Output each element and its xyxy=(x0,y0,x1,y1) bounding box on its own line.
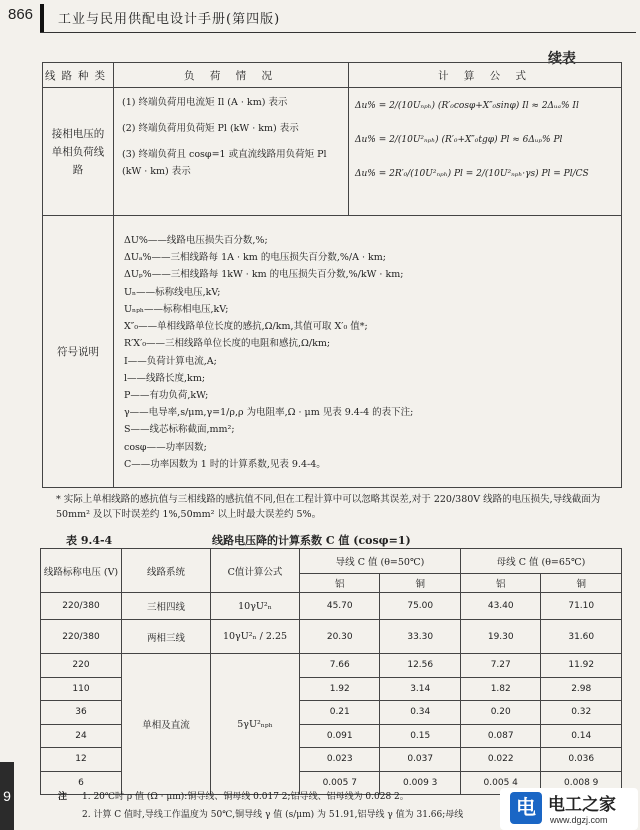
cell-voltage: 6 xyxy=(41,771,122,795)
symbol-item: cosφ——功率因数; xyxy=(124,441,207,453)
cell-wire-al: 0.21 xyxy=(300,701,380,725)
formula: Δu% = 2R′₀/(10U²ₙₚₕ) Pl = 2/(10U²ₙₚₕ·γs) Pl = Pl/CS xyxy=(355,169,589,179)
table-row xyxy=(41,593,622,620)
symbol-list xyxy=(114,216,622,488)
cell-bus-cu: 71.10 xyxy=(541,593,622,620)
cell-voltage: 220/380 xyxy=(41,593,122,620)
footnote: * 实际上单相线路的感抗值与三相线路的感抗值不同,但在工程计算中可以忽略其误差,对于 220/380V 线路的电压损失,导线截面为 50mm² 及以下时误差约 1%,50mm² 以上时最大误差约 5%。 xyxy=(56,494,601,520)
cell-bus-al: 1.82 xyxy=(460,677,540,701)
cell-bus-al: 0.005 4 xyxy=(460,771,540,795)
cell-bus-cu: 11.92 xyxy=(541,654,622,678)
cell-system: 单相及直流 xyxy=(122,654,211,795)
load-cases xyxy=(114,88,349,216)
cell-voltage: 36 xyxy=(41,701,122,725)
cell-bus-cu: 31.60 xyxy=(541,620,622,654)
symbol-label: 符号说明 xyxy=(43,216,114,488)
cell-formula: 10γU²ₙ / 2.25 xyxy=(211,620,300,654)
symbol-item: R′X′₀——三相线路单位长度的电阻和感抗,Ω/km; xyxy=(124,338,331,350)
header-formula: C值计算公式 xyxy=(211,549,300,593)
line-category xyxy=(43,88,114,216)
page-number: 866 xyxy=(8,6,34,23)
cell-system: 三相四线 xyxy=(122,593,211,620)
header-wire-cu: 铜 xyxy=(380,574,461,593)
cell-wire-al: 0.005 7 xyxy=(300,771,380,795)
cell-wire-al: 20.30 xyxy=(300,620,380,654)
cell-bus-cu: 0.14 xyxy=(541,724,622,748)
cell-wire-al: 0.023 xyxy=(300,748,380,772)
table-caption-id: 表 9.4-4 xyxy=(66,534,113,547)
symbol-item: l——线路长度,km; xyxy=(124,372,206,384)
cell-bus-cu: 2.98 xyxy=(541,677,622,701)
cell-wire-al: 45.70 xyxy=(300,593,380,620)
cell-bus-al: 0.20 xyxy=(460,701,540,725)
header-bus-group: 母线 C 值 (θ=65℃) xyxy=(460,549,621,574)
cell-system: 两相三线 xyxy=(122,620,211,654)
col-header-formula: 计 算 公 式 xyxy=(349,63,622,88)
header-bar xyxy=(40,4,44,32)
header-bus-al: 铝 xyxy=(460,574,540,593)
header-bus-cu: 铜 xyxy=(541,574,622,593)
cell-bus-al: 7.27 xyxy=(460,654,540,678)
header-wire-group: 导线 C 值 (θ=50℃) xyxy=(300,549,461,574)
cell-voltage: 24 xyxy=(41,724,122,748)
note-item: 1. 20℃时 ρ 值 (Ω · μm):铜导线、铜母线 0.017 2;铝导线、铝母线为 0.028 2。 xyxy=(82,792,409,802)
symbol-item: ΔUₐ%——三相线路每 1A · km 的电压损失百分数,%/A · km; xyxy=(124,252,386,264)
cell-wire-cu: 75.00 xyxy=(380,593,461,620)
cell-wire-al: 0.091 xyxy=(300,724,380,748)
table-row xyxy=(41,654,622,678)
formula: Δu% = 2/(10U²ₙₚₕ) (R′₀+X″₀tgφ) Pl ≈ 6Δᵤₚ% Pl xyxy=(355,135,563,145)
formulas xyxy=(349,88,622,216)
continued-label: 续表 xyxy=(548,51,576,67)
notes-label: 注 xyxy=(58,792,68,802)
load-case: (2) 终端负荷用负荷矩 Pl (kW · km) 表示 xyxy=(122,123,299,134)
symbol-item: P——有功负荷,kW; xyxy=(124,389,209,401)
cell-voltage: 220 xyxy=(41,654,122,678)
col-header-line-type: 线路种类 xyxy=(43,63,114,88)
cell-bus-al: 19.30 xyxy=(460,620,540,654)
symbol-item: ΔUₚ%——三相线路每 1kW · km 的电压损失百分数,%/kW · km; xyxy=(124,269,404,281)
cell-bus-cu: 0.32 xyxy=(541,701,622,725)
line-category-label: 接相电压的单相负荷线路 xyxy=(51,127,105,176)
symbol-item: X″₀——单相线路单位长度的感抗,Ω/km,其值可取 X′₀ 值*; xyxy=(124,321,368,333)
formula: Δu% = 2/(10Uₙₚₕ) (R′₀cosφ+X″₀sinφ) Il ≈ 2Δᵤₐ% Il xyxy=(355,101,579,111)
symbol-item: ΔU%——线路电压损失百分数,%; xyxy=(124,235,268,247)
chapter-tab: 9 xyxy=(0,762,14,830)
cell-bus-al: 0.087 xyxy=(460,724,540,748)
symbol-item: I——负荷计算电流,A; xyxy=(124,355,217,367)
header-wire-al: 铝 xyxy=(300,574,380,593)
c-value-table xyxy=(40,548,622,795)
symbol-item: Uₙₚₕ——标称相电压,kV; xyxy=(124,303,229,315)
book-title: 工业与民用供配电设计手册(第四版) xyxy=(58,12,281,27)
symbol-item: S——线芯标称截面,mm²; xyxy=(124,424,235,436)
cell-wire-cu: 0.037 xyxy=(380,748,461,772)
cell-wire-al: 7.66 xyxy=(300,654,380,678)
cell-wire-cu: 0.15 xyxy=(380,724,461,748)
header-voltage: 线路标称电压 (V) xyxy=(41,549,122,593)
cell-bus-al: 0.022 xyxy=(460,748,540,772)
symbol-item: Uₙ——标称线电压,kV; xyxy=(124,286,221,298)
cell-wire-cu: 0.009 3 xyxy=(380,771,461,795)
symbol-item: γ——电导率,s/μm,γ=1/ρ,ρ 为电阻率,Ω · μm 见表 9.4-4 的表下注; xyxy=(124,407,414,419)
cell-bus-cu: 0.036 xyxy=(541,748,622,772)
watermark-name: 电工之家 xyxy=(548,795,616,815)
col-header-load: 负 荷 情 况 xyxy=(114,63,349,88)
cell-voltage: 12 xyxy=(41,748,122,772)
cell-wire-cu: 12.56 xyxy=(380,654,461,678)
cell-voltage: 110 xyxy=(41,677,122,701)
cell-wire-cu: 0.34 xyxy=(380,701,461,725)
symbol-item: C——功率因数为 1 时的计算系数,见表 9.4-4。 xyxy=(124,458,326,470)
header-rule xyxy=(40,32,636,33)
cell-formula: 10γU²ₙ xyxy=(211,593,300,620)
cell-wire-cu: 3.14 xyxy=(380,677,461,701)
header-system: 线路系统 xyxy=(122,549,211,593)
lightning-logo-icon: 电 xyxy=(510,792,542,824)
watermark-url: www.dgzj.com xyxy=(550,815,608,825)
table-caption-title: 线路电压降的计算系数 C 值 (cosφ=1) xyxy=(212,534,411,547)
cell-bus-cu: 0.008 9 xyxy=(541,771,622,795)
table-row xyxy=(41,620,622,654)
cell-wire-al: 1.92 xyxy=(300,677,380,701)
cell-formula: 5γU²ₙₚₕ xyxy=(211,654,300,795)
load-case: (3) 终端负荷且 cosφ=1 或直流线路用负荷矩 Pl (kW · km) 表示 xyxy=(122,149,327,177)
note-item: 2. 计算 C 值时,导线工作温度为 50℃,铜导线 γ 值 (s/μm) 为 51.91,铝导线 γ 值为 31.66;母线 xyxy=(82,810,464,820)
cell-voltage: 220/380 xyxy=(41,620,122,654)
formula-table xyxy=(42,62,622,488)
cell-bus-al: 43.40 xyxy=(460,593,540,620)
load-case: (1) 终端负荷用电流矩 Il (A · km) 表示 xyxy=(122,97,288,108)
cell-wire-cu: 33.30 xyxy=(380,620,461,654)
